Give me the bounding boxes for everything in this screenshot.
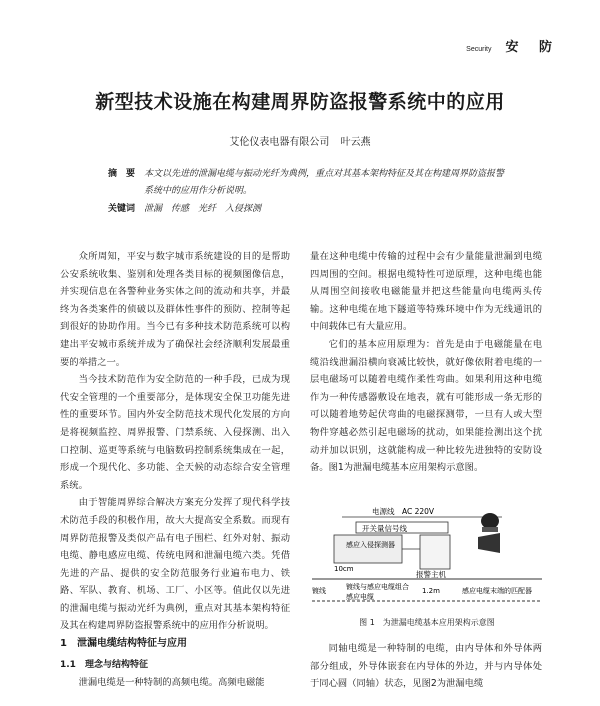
abstract: [108, 166, 508, 200]
figure-1-caption: 图 1 为泄漏电缆基本应用架构示意图: [359, 618, 495, 627]
keywords-label: 关键词: [108, 204, 136, 214]
abstract-text: 本文以先进的泄漏电缆与振动光纤为典例，重点对其基本架构特征及其在构建周界防盗报警系统中的应用作分析说明。: [144, 169, 505, 196]
power-label: 电源线 AC 220V: [372, 507, 435, 516]
author-organization: 艾伦仪表电器有限公司: [229, 137, 330, 148]
keywords: [108, 201, 508, 218]
paragraph: 泄漏电缆是一种特制的高频电缆。高频电磁能: [78, 677, 265, 688]
switch-label: 开关量信号线: [362, 524, 407, 533]
paragraph: 它们的基本应用原理为：首先是由于电磁能量在电缆沿线泄漏沿横向衰减比较快，就好像依附着电缆的一层电磁场可以随着电缆作柔性弯曲。如果利用这种电缆作为一种传感器敷设在地表，就有可能形成一条无形的可以随着地势起伏弯曲的电磁探测带，一旦有人或大型物件穿越必然引起电磁场的扰动，如果能捡测出这个扰动并加以识别，这就能构成一种比较先进独特的安防设备。图1为泄漏电缆基本应用架构示意图。: [310, 338, 542, 474]
cable2-label: 感应电缆: [346, 593, 374, 601]
paragraph: 众所周知，平安与数字城市系统建设的目的是帮助公安系统收集、鉴别和处理各类目标的视频图像信息，并实现信息在各警种业务实体之间的流动和共享，并最终为各类案件的侦破以及群体性事件的预防、控制等起到很好的协助作用。当今已有多种技术防范系统可以构建出平安城市系统并成为了确保社会经济顺利发展最重要的举措之一。: [60, 251, 290, 368]
host-label: 报警主机: [416, 570, 446, 579]
detector-label: 感应入侵探测器: [346, 541, 395, 549]
section-heading-1: 1 泄漏电缆结构特征与应用: [60, 638, 187, 649]
beacon-icon: [481, 513, 499, 529]
article-title: 新型技术设施在构建周界防盗报警系统中的应用: [95, 91, 505, 113]
right-column-tail: [310, 640, 542, 693]
depth-label: 1.2m: [422, 587, 440, 595]
alarm-host-box: [420, 535, 450, 569]
right-column: [310, 248, 542, 477]
keywords-text: 泄漏 传感 光纤 入侵探测: [144, 204, 262, 214]
paragraph: 当今技术防范作为安全防范的一种手段，已成为现代安全管理的一个重要部分，是体现安全保卫功能先进性的重要环节。国内外安全防范技术现代化发展的方向是将视频监控、周界报警、门禁系统、入侵探测、出入口控制、巡更等系统与电脑数码控制系统集成在一起，形成一个现代化、多功能、全天候的动态综合安全管理系统。: [60, 374, 290, 491]
abstract-label: 摘 要: [108, 169, 136, 179]
paragraph: 同轴电缆是一种特制的电缆，由内导体和外导体两部分组成，外导体嵌套在内导体的外边，并与内导体处于同心圆（同轴）状态，见图2为泄漏电缆: [310, 643, 542, 690]
left-column: [60, 248, 290, 635]
section-heading-1-1: 1.1 理念与结构特征: [60, 660, 148, 670]
cable3-label: 感应电缆末端的匹配器: [462, 587, 532, 595]
header-english: Security: [466, 46, 492, 53]
left-column-tail: [60, 674, 290, 692]
siren-icon: [478, 533, 500, 553]
author-name: 叶云燕: [340, 137, 371, 148]
paragraph: 量在这种电缆中传输的过程中会有少量能量泄漏到电缆四周围的空间。根据电缆特性可逆原理，这种电缆也能从周围空间接收电磁能量并把这些能量向电缆两头传输。这种电缆在地下隧道等特殊环境中作为无线通讯的中间载体已有大量应用。: [310, 251, 542, 333]
cable1-label: 镀线与感应电缆组合: [346, 583, 409, 591]
ground-label: 镀线: [312, 587, 326, 595]
authors: [0, 133, 600, 148]
running-header: [466, 36, 560, 55]
header-chinese: 安 防: [505, 40, 560, 55]
beacon-base-icon: [482, 527, 498, 532]
figure-1-diagram: [312, 505, 542, 615]
distance-label: 10cm: [334, 565, 354, 573]
diagram-svg: [312, 505, 542, 615]
detector-box: [334, 535, 402, 563]
paragraph: 由于智能周界综合解决方案充分发挥了现代科学技术防范手段的积极作用，故大大提高安全系数。而现有周界防范报警及类似产品有电子围栏、红外对射、振动电缆、静电感应电缆、传统电网和泄漏电缆六类。凭借先进的产品、提供的安全防范服务行业遍布电力、铁路、军队、教育、机场、工厂、小区等。值此仅以先进的泄漏电缆与振动光纤为典例，重点对其基本架构特征及其在构建周界防盗报警系统中的应用作分析说明。: [60, 497, 290, 632]
